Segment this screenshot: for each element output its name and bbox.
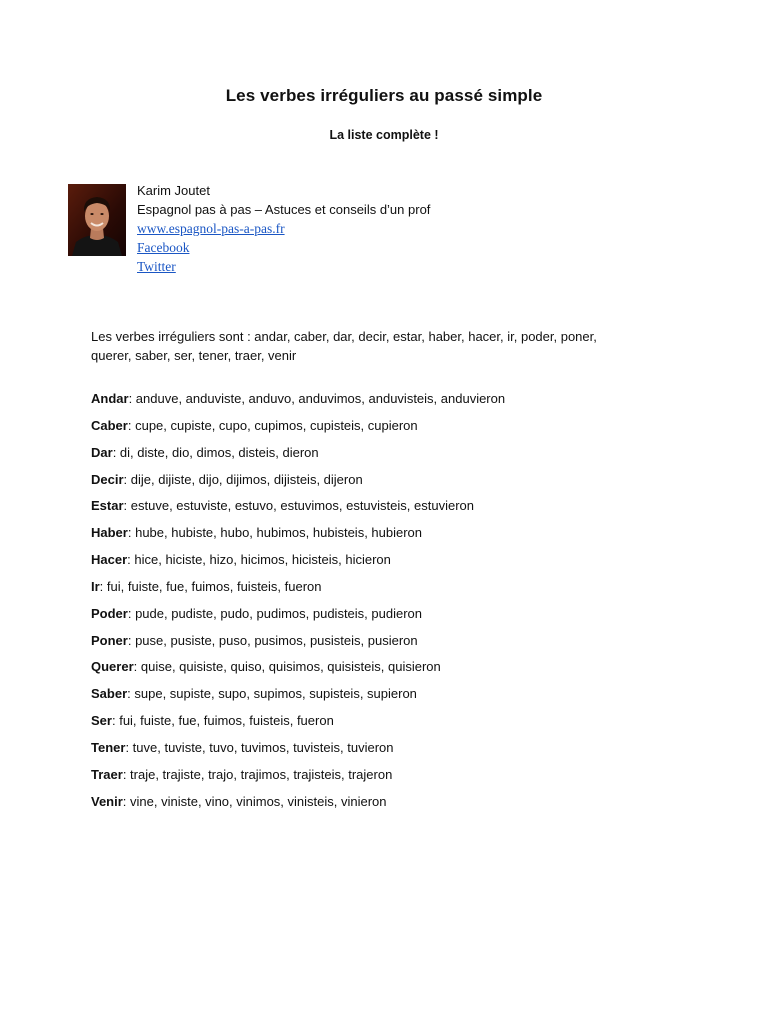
verb-row-poder: Poder: pude, pudiste, pudo, pudimos, pudisteis, pudieron <box>91 605 422 621</box>
verb-forms: traje, trajiste, trajo, trajimos, trajisteis, trajeron <box>130 766 393 782</box>
document-subtitle: La liste complète ! <box>329 128 439 142</box>
verb-forms: hube, hubiste, hubo, hubimos, hubisteis, hubieron <box>135 525 423 541</box>
author-tagline: Espagnol pas à pas – Astuces et conseils d’un prof <box>137 202 431 217</box>
verb-forms: pude, pudiste, pudo, pudimos, pudisteis, pudieron <box>135 605 422 621</box>
verb-row-venir: Venir: vine, viniste, vino, vinimos, vinisteis, vinieron <box>91 793 387 809</box>
author-avatar <box>68 184 126 256</box>
verb-name: Andar <box>91 391 129 406</box>
verb-forms: puse, pusiste, puso, pusimos, pusisteis, pusieron <box>135 632 418 648</box>
verb-name: Querer <box>91 659 134 675</box>
verb-forms: tuve, tuviste, tuvo, tuvimos, tuvisteis, tuvieron <box>132 739 394 755</box>
intro-line-1: Les verbes irréguliers sont : andar, caber, dar, decir, estar, haber, hacer, ir, poder, poner, <box>91 329 597 344</box>
verb-name: Ir <box>91 578 100 594</box>
verb-forms: vine, viniste, vino, vinimos, vinisteis, vinieron <box>130 793 387 809</box>
verb-name: Dar <box>91 444 113 460</box>
verb-row-poner: Poner: puse, pusiste, puso, pusimos, pusisteis, pusieron <box>91 632 418 648</box>
author-name: Karim Joutet <box>137 183 210 198</box>
verb-name: Traer <box>91 766 123 782</box>
verb-forms: supe, supiste, supo, supimos, supisteis, supieron <box>134 686 417 702</box>
verb-row-estar: Estar: estuve, estuviste, estuvo, estuvimos, estuvisteis, estuvieron <box>91 498 474 514</box>
facebook-link[interactable]: Facebook <box>137 240 190 255</box>
verb-row-traer: Traer: traje, trajiste, trajo, trajimos, trajisteis, trajeron <box>91 766 393 782</box>
verb-forms: dije, dijiste, dijo, dijimos, dijisteis, dijeron <box>130 471 363 487</box>
verb-forms: estuve, estuviste, estuvo, estuvimos, estuvisteis, estuvieron <box>130 498 474 514</box>
verb-name: Decir <box>91 471 124 487</box>
verb-row-ser: Ser: fui, fuiste, fue, fuimos, fuisteis, fueron <box>91 713 334 729</box>
verb-name: Poder <box>91 605 128 621</box>
author-portrait-image <box>68 184 126 256</box>
verb-forms: fui, fuiste, fue, fuimos, fuisteis, fueron <box>106 578 322 594</box>
verb-forms: di, diste, dio, dimos, disteis, dieron <box>119 444 319 460</box>
verb-name: Venir <box>91 793 123 809</box>
author-block <box>137 181 430 276</box>
verb-forms: quise, quisiste, quiso, quisimos, quisisteis, quisieron <box>140 659 441 675</box>
intro-paragraph <box>91 328 681 365</box>
verb-row-hacer: Hacer: hice, hiciste, hizo, hicimos, hicisteis, hicieron <box>91 552 391 568</box>
verb-forms: hice, hiciste, hizo, hicimos, hicisteis, hicieron <box>134 552 391 568</box>
intro-line-2: querer, saber, ser, tener, traer, venir <box>91 347 297 363</box>
verb-row-tener: Tener: tuve, tuviste, tuvo, tuvimos, tuvisteis, tuvieron <box>91 739 394 755</box>
verb-row-caber: Caber: cupe, cupiste, cupo, cupimos, cupisteis, cupieron <box>91 417 418 433</box>
verb-name: Tener <box>91 739 126 755</box>
verb-row-decir: Decir: dije, dijiste, dijo, dijimos, dijisteis, dijeron <box>91 471 363 487</box>
verb-name: Hacer <box>91 552 128 568</box>
website-link[interactable]: www.espagnol-pas-a-pas.fr <box>137 221 285 236</box>
twitter-link[interactable]: Twitter <box>137 259 176 274</box>
verb-row-saber: Saber: supe, supiste, supo, supimos, supisteis, supieron <box>91 686 417 702</box>
verb-name: Saber <box>91 686 128 702</box>
document-title: Les verbes irréguliers au passé simple <box>225 86 543 105</box>
verb-row-andar: Andar: anduve, anduviste, anduvo, anduvimos, anduvisteis, anduvieron <box>91 391 506 406</box>
verb-name: Estar <box>91 498 124 514</box>
verb-row-dar: Dar: di, diste, dio, dimos, disteis, dieron <box>91 444 319 460</box>
verb-forms: cupe, cupiste, cupo, cupimos, cupisteis, cupieron <box>135 417 418 433</box>
verb-row-haber: Haber: hube, hubiste, hubo, hubimos, hubisteis, hubieron <box>91 525 423 541</box>
verb-name: Ser <box>91 713 112 729</box>
verb-forms: anduve, anduviste, anduvo, anduvimos, anduvisteis, anduvieron <box>135 391 506 406</box>
verb-name: Caber <box>91 417 128 433</box>
verb-row-querer: Querer: quise, quisiste, quiso, quisimos, quisisteis, quisieron <box>91 659 441 675</box>
verb-name: Poner <box>91 632 128 648</box>
verb-row-ir: Ir: fui, fuiste, fue, fuimos, fuisteis, fueron <box>91 578 322 594</box>
verb-name: Haber <box>91 525 128 541</box>
verb-forms: fui, fuiste, fue, fuimos, fuisteis, fueron <box>119 713 334 729</box>
verb-list <box>91 389 691 819</box>
